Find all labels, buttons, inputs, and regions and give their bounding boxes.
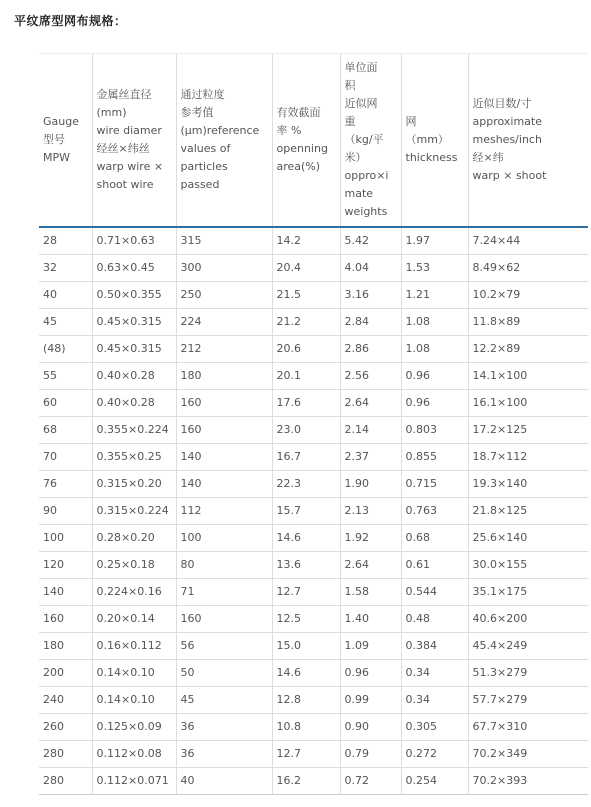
particles-cell: 315: [176, 227, 272, 255]
particles-cell: 50: [176, 660, 272, 687]
gauge-cell: 45: [39, 309, 92, 336]
meshes-cell: 17.2×125: [468, 417, 588, 444]
particles-cell: 36: [176, 714, 272, 741]
weight-cell: 3.16: [340, 282, 401, 309]
thickness-cell: 1.53: [401, 255, 468, 282]
weight-cell: 0.96: [340, 660, 401, 687]
opening-area-cell: 12.8: [272, 687, 340, 714]
weight-cell: 0.79: [340, 741, 401, 768]
thickness-cell: 1.21: [401, 282, 468, 309]
meshes-cell: 30.0×155: [468, 552, 588, 579]
wire-diameter-cell: 0.20×0.14: [92, 606, 176, 633]
thickness-cell: 0.34: [401, 687, 468, 714]
gauge-cell: 140: [39, 579, 92, 606]
meshes-cell: 14.1×100: [468, 363, 588, 390]
table-row: [39, 471, 588, 498]
thickness-cell: 1.97: [401, 227, 468, 255]
opening-area-cell: 14.2: [272, 227, 340, 255]
particles-cell: 45: [176, 687, 272, 714]
gauge-cell: (48): [39, 336, 92, 363]
meshes-cell: 35.1×175: [468, 579, 588, 606]
opening-area-cell: 20.1: [272, 363, 340, 390]
table-row: [39, 498, 588, 525]
opening-area-cell: 17.6: [272, 390, 340, 417]
particles-cell: 36: [176, 741, 272, 768]
particles-cell: 40: [176, 768, 272, 795]
gauge-cell: 120: [39, 552, 92, 579]
meshes-cell: 70.2×349: [468, 741, 588, 768]
particles-cell: 100: [176, 525, 272, 552]
gauge-cell: 280: [39, 741, 92, 768]
weight-cell: 2.56: [340, 363, 401, 390]
gauge-cell: 180: [39, 633, 92, 660]
thickness-cell: 0.384: [401, 633, 468, 660]
gauge-cell: 32: [39, 255, 92, 282]
opening-area-cell: 12.7: [272, 579, 340, 606]
weight-cell: 0.72: [340, 768, 401, 795]
table-row: [39, 552, 588, 579]
table-row: [39, 255, 588, 282]
table-row: [39, 606, 588, 633]
table-row: [39, 525, 588, 552]
thickness-cell: 0.715: [401, 471, 468, 498]
gauge-cell: 200: [39, 660, 92, 687]
meshes-cell: 40.6×200: [468, 606, 588, 633]
meshes-cell: 70.2×393: [468, 768, 588, 795]
table-row: [39, 417, 588, 444]
meshes-cell: 25.6×140: [468, 525, 588, 552]
header-row: [39, 54, 588, 228]
opening-area-cell: 20.4: [272, 255, 340, 282]
gauge-cell: 90: [39, 498, 92, 525]
gauge-cell: 240: [39, 687, 92, 714]
wire-diameter-cell: 0.224×0.16: [92, 579, 176, 606]
thickness-cell: 0.68: [401, 525, 468, 552]
meshes-cell: 8.49×62: [468, 255, 588, 282]
thickness-cell: 0.305: [401, 714, 468, 741]
weight-cell: 1.40: [340, 606, 401, 633]
meshes-cell: 57.7×279: [468, 687, 588, 714]
thickness-cell: 0.96: [401, 390, 468, 417]
opening-area-cell: 20.6: [272, 336, 340, 363]
wire-diameter-cell: 0.112×0.08: [92, 741, 176, 768]
table-row: [39, 444, 588, 471]
weight-cell: 1.92: [340, 525, 401, 552]
opening-area-cell: 14.6: [272, 660, 340, 687]
particles-cell: 180: [176, 363, 272, 390]
wire-diameter-cell: 0.45×0.315: [92, 309, 176, 336]
thickness-cell: 0.272: [401, 741, 468, 768]
opening-area-cell: 14.6: [272, 525, 340, 552]
table-row: [39, 282, 588, 309]
spec-table-body: [39, 227, 588, 795]
opening-area-cell: 16.2: [272, 768, 340, 795]
wire-diameter-cell: 0.25×0.18: [92, 552, 176, 579]
gauge-cell: 70: [39, 444, 92, 471]
gauge-cell: 160: [39, 606, 92, 633]
meshes-cell: 11.8×89: [468, 309, 588, 336]
weight-cell: 2.13: [340, 498, 401, 525]
header-gauge: Gauge 型号 MPW: [39, 54, 92, 228]
header-weight: 单位面 积 近似网 重 （kg/平 米） oppro×i mate weights: [340, 54, 401, 228]
table-row: [39, 227, 588, 255]
thickness-cell: 0.34: [401, 660, 468, 687]
meshes-cell: 18.7×112: [468, 444, 588, 471]
wire-diameter-cell: 0.355×0.224: [92, 417, 176, 444]
weight-cell: 1.90: [340, 471, 401, 498]
opening-area-cell: 16.7: [272, 444, 340, 471]
header-meshes-per-inch: 近似目数/寸 approximate meshes/inch 经×纬 warp × shoot: [468, 54, 588, 228]
table-row: [39, 714, 588, 741]
weight-cell: 2.84: [340, 309, 401, 336]
particles-cell: 112: [176, 498, 272, 525]
particles-cell: 56: [176, 633, 272, 660]
thickness-cell: 0.96: [401, 363, 468, 390]
gauge-cell: 76: [39, 471, 92, 498]
particles-cell: 160: [176, 390, 272, 417]
weight-cell: 2.14: [340, 417, 401, 444]
weight-cell: 2.64: [340, 552, 401, 579]
table-row: [39, 390, 588, 417]
particles-cell: 160: [176, 606, 272, 633]
thickness-cell: 0.254: [401, 768, 468, 795]
gauge-cell: 28: [39, 227, 92, 255]
wire-diameter-cell: 0.28×0.20: [92, 525, 176, 552]
meshes-cell: 10.2×79: [468, 282, 588, 309]
wire-diameter-cell: 0.315×0.224: [92, 498, 176, 525]
meshes-cell: 12.2×89: [468, 336, 588, 363]
weight-cell: 5.42: [340, 227, 401, 255]
meshes-cell: 16.1×100: [468, 390, 588, 417]
header-opening-area: 有效截面 率 % openning area(%): [272, 54, 340, 228]
weight-cell: 0.99: [340, 687, 401, 714]
thickness-cell: 0.763: [401, 498, 468, 525]
table-row: [39, 687, 588, 714]
table-row: [39, 579, 588, 606]
wire-diameter-cell: 0.63×0.45: [92, 255, 176, 282]
wire-diameter-cell: 0.14×0.10: [92, 687, 176, 714]
thickness-cell: 0.803: [401, 417, 468, 444]
header-particles-passed: 通过粒度 参考值 (μm)reference values of particles passed: [176, 54, 272, 228]
particles-cell: 250: [176, 282, 272, 309]
wire-diameter-cell: 0.14×0.10: [92, 660, 176, 687]
wire-diameter-cell: 0.40×0.28: [92, 363, 176, 390]
opening-area-cell: 21.2: [272, 309, 340, 336]
weight-cell: 2.64: [340, 390, 401, 417]
opening-area-cell: 12.5: [272, 606, 340, 633]
particles-cell: 224: [176, 309, 272, 336]
meshes-cell: 67.7×310: [468, 714, 588, 741]
thickness-cell: 0.61: [401, 552, 468, 579]
opening-area-cell: 12.7: [272, 741, 340, 768]
particles-cell: 212: [176, 336, 272, 363]
spec-table: [39, 53, 588, 795]
weight-cell: 1.58: [340, 579, 401, 606]
particles-cell: 71: [176, 579, 272, 606]
gauge-cell: 60: [39, 390, 92, 417]
gauge-cell: 40: [39, 282, 92, 309]
opening-area-cell: 13.6: [272, 552, 340, 579]
gauge-cell: 55: [39, 363, 92, 390]
thickness-cell: 0.544: [401, 579, 468, 606]
table-row: [39, 633, 588, 660]
thickness-cell: 0.48: [401, 606, 468, 633]
meshes-cell: 7.24×44: [468, 227, 588, 255]
gauge-cell: 280: [39, 768, 92, 795]
header-thickness: 网 （mm） thickness: [401, 54, 468, 228]
gauge-cell: 68: [39, 417, 92, 444]
weight-cell: 0.90: [340, 714, 401, 741]
wire-diameter-cell: 0.16×0.112: [92, 633, 176, 660]
wire-diameter-cell: 0.40×0.28: [92, 390, 176, 417]
spec-table-head: [39, 54, 588, 228]
table-row: [39, 363, 588, 390]
weight-cell: 4.04: [340, 255, 401, 282]
table-row: [39, 660, 588, 687]
particles-cell: 300: [176, 255, 272, 282]
meshes-cell: 51.3×279: [468, 660, 588, 687]
wire-diameter-cell: 0.71×0.63: [92, 227, 176, 255]
particles-cell: 80: [176, 552, 272, 579]
table-row: [39, 309, 588, 336]
weight-cell: 1.09: [340, 633, 401, 660]
particles-cell: 140: [176, 471, 272, 498]
wire-diameter-cell: 0.355×0.25: [92, 444, 176, 471]
thickness-cell: 0.855: [401, 444, 468, 471]
opening-area-cell: 22.3: [272, 471, 340, 498]
gauge-cell: 100: [39, 525, 92, 552]
meshes-cell: 19.3×140: [468, 471, 588, 498]
opening-area-cell: 10.8: [272, 714, 340, 741]
particles-cell: 140: [176, 444, 272, 471]
thickness-cell: 1.08: [401, 336, 468, 363]
wire-diameter-cell: 0.125×0.09: [92, 714, 176, 741]
wire-diameter-cell: 0.50×0.355: [92, 282, 176, 309]
opening-area-cell: 23.0: [272, 417, 340, 444]
wire-diameter-cell: 0.315×0.20: [92, 471, 176, 498]
opening-area-cell: 15.7: [272, 498, 340, 525]
opening-area-cell: 21.5: [272, 282, 340, 309]
page-title: 平纹席型网布规格：: [14, 14, 127, 28]
meshes-cell: 21.8×125: [468, 498, 588, 525]
meshes-cell: 45.4×249: [468, 633, 588, 660]
wire-diameter-cell: 0.112×0.071: [92, 768, 176, 795]
thickness-cell: 1.08: [401, 309, 468, 336]
gauge-cell: 260: [39, 714, 92, 741]
opening-area-cell: 15.0: [272, 633, 340, 660]
particles-cell: 160: [176, 417, 272, 444]
header-wire-diameter: 金属丝直径 (mm) wire diamer 经丝×纬丝 warp wire × shoot wire: [92, 54, 176, 228]
weight-cell: 2.86: [340, 336, 401, 363]
table-row: [39, 741, 588, 768]
wire-diameter-cell: 0.45×0.315: [92, 336, 176, 363]
weight-cell: 2.37: [340, 444, 401, 471]
table-row: [39, 336, 588, 363]
table-row: [39, 768, 588, 795]
